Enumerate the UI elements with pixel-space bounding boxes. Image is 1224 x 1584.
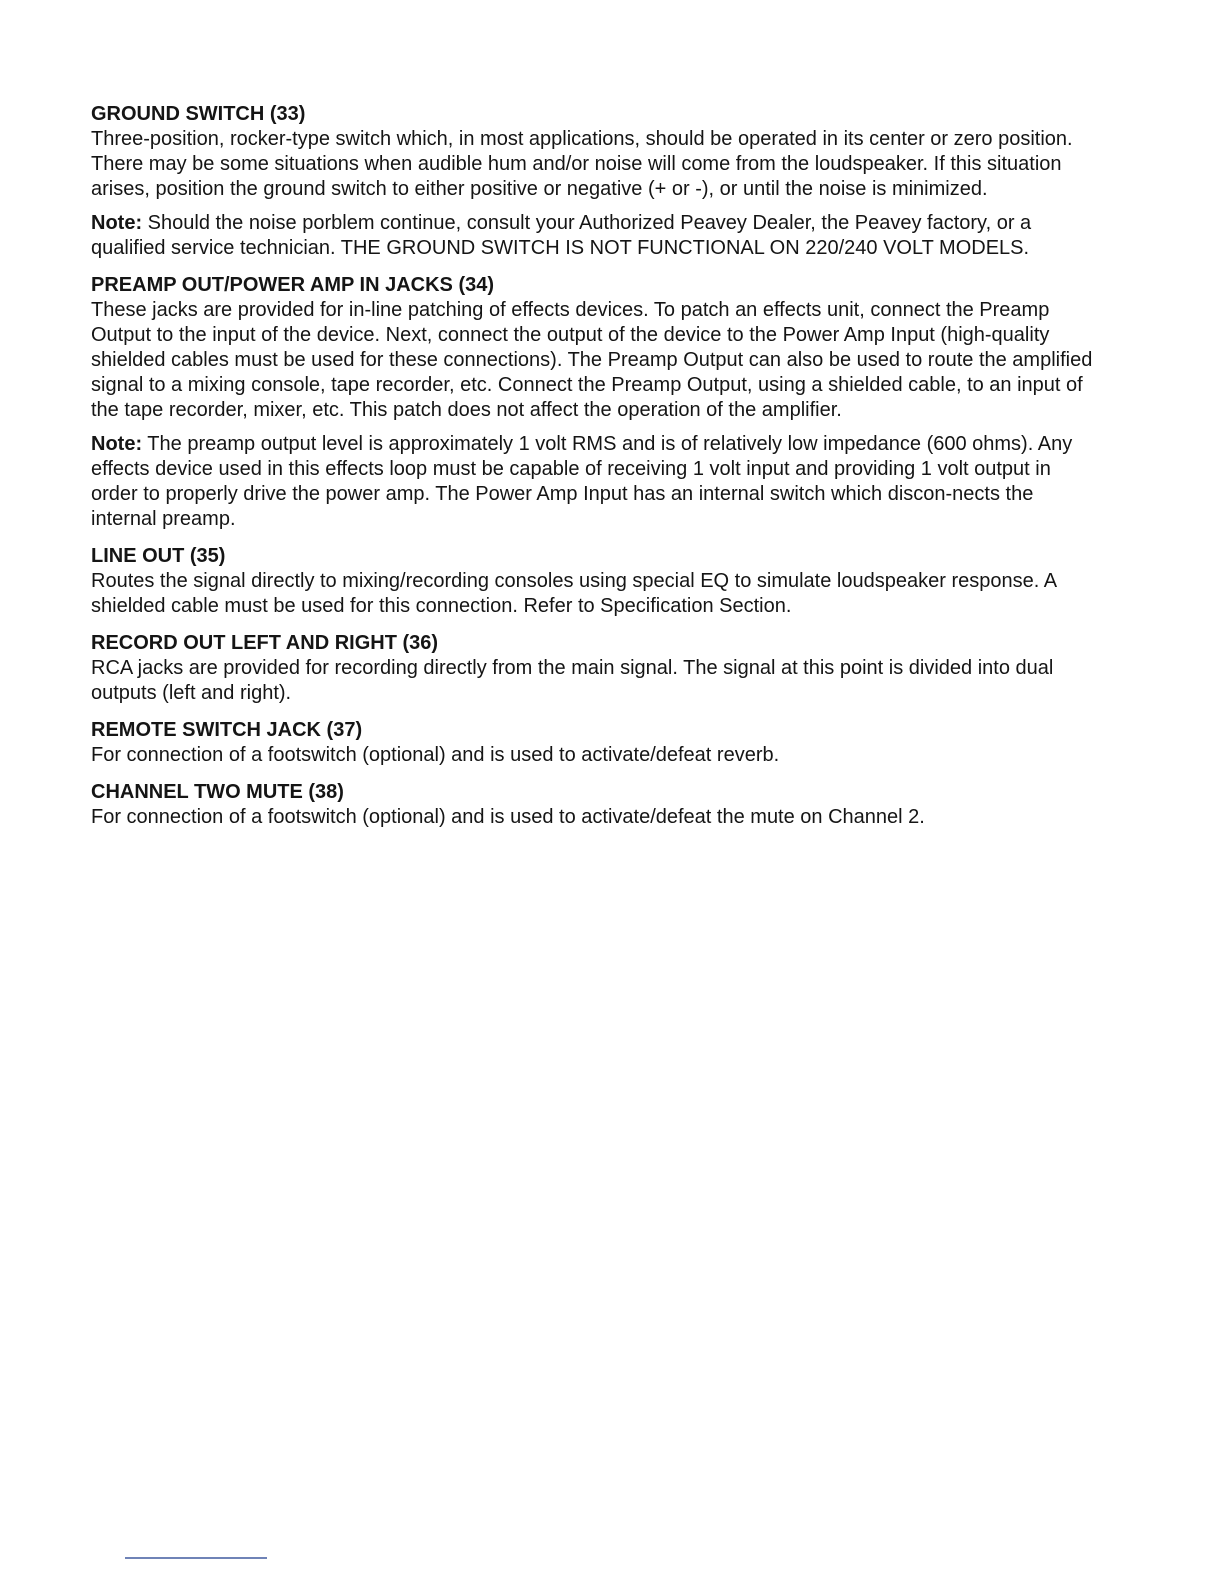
note-label: Note: xyxy=(91,212,143,234)
section-heading: REMOTE SWITCH JACK (37) xyxy=(91,719,363,741)
section-body: For connection of a footswitch (optional) and is used to activate/defeat reverb. xyxy=(91,744,780,766)
section-heading: PREAMP OUT/POWER AMP IN JACKS (34) xyxy=(91,274,495,296)
section-record-out xyxy=(91,631,1103,706)
section-preamp-out-power-amp-in xyxy=(91,273,1103,532)
section-note xyxy=(91,432,1103,532)
footer-rule xyxy=(125,1557,267,1559)
section-remote-switch-jack xyxy=(91,718,1103,768)
section-ground-switch xyxy=(91,102,1103,261)
section-heading: GROUND SWITCH (33) xyxy=(91,103,306,125)
section-body: Three-position, rocker-type switch which, in most applications, should be operated in its center or zero position. There may be some situations when audible hum and/or noise will come from the loudspeaker. If this situation arises, position the ground switch to either positive or negative (+ or -), or until the noise is minimized. xyxy=(91,128,1073,200)
section-body: These jacks are provided for in-line patching of effects devices. To patch an effects unit, connect the Preamp Output to the input of the device. Next, connect the output of the device to the Power Amp Input (high-quality shielded cables must be used for these connections). The Preamp Output can also be used to route the amplified signal to a mixing console, tape recorder, etc. Connect the Preamp Output, using a shielded cable, to an input of the tape recorder, mixer, etc. This patch does not affect the operation of the amplifier. xyxy=(91,299,1093,421)
section-line-out xyxy=(91,544,1103,619)
section-heading: CHANNEL TWO MUTE (38) xyxy=(91,781,344,803)
note-text: The preamp output level is approximately 1 volt RMS and is of relatively low impedance (600 ohms). Any effects device used in this effects loop must be capable of receiving 1 volt input and providing 1 volt output in order to properly drive the power amp. The Power Amp Input has an internal switch which discon-nects the internal preamp. xyxy=(91,433,1073,530)
section-heading: RECORD OUT LEFT AND RIGHT (36) xyxy=(91,632,439,654)
section-body: RCA jacks are provided for recording directly from the main signal. The signal at this point is divided into dual outputs (left and right). xyxy=(91,657,1054,704)
section-note xyxy=(91,211,1103,261)
document-page xyxy=(91,102,1103,842)
note-label: Note: xyxy=(91,433,143,455)
section-heading: LINE OUT (35) xyxy=(91,545,226,567)
section-channel-two-mute xyxy=(91,780,1103,830)
section-body: Routes the signal directly to mixing/recording consoles using special EQ to simulate loudspeaker response. A shielded cable must be used for this connection. Refer to Specification Section. xyxy=(91,570,1056,617)
note-text: Should the noise porblem continue, consult your Authorized Peavey Dealer, the Peavey factory, or a qualified service technician. THE GROUND SWITCH IS NOT FUNCTIONAL ON 220/240 VOLT MODELS. xyxy=(91,212,1032,259)
section-body: For connection of a footswitch (optional) and is used to activate/defeat the mute on Channel 2. xyxy=(91,806,925,828)
